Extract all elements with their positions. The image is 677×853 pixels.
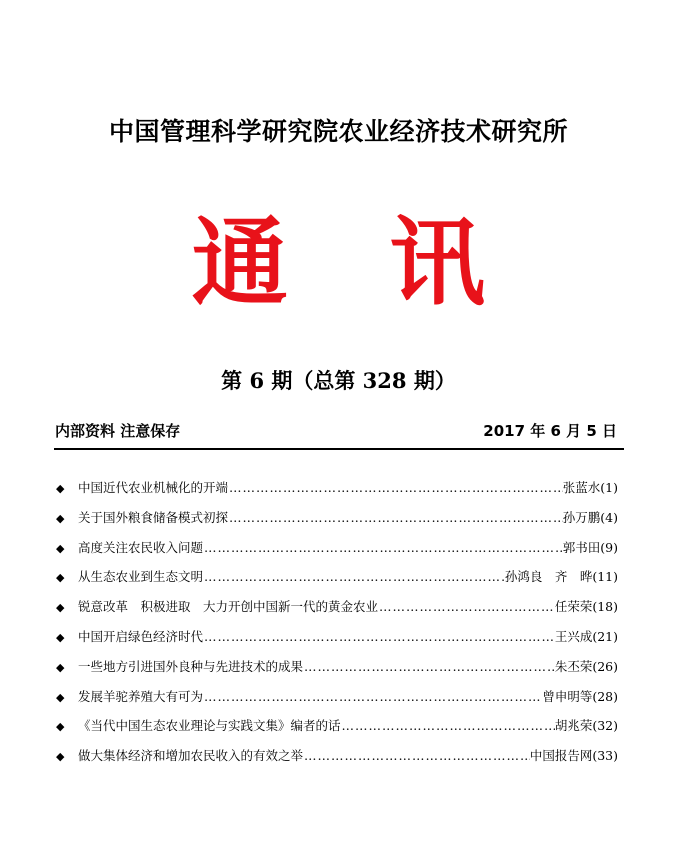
toc-entry-page: (28) bbox=[592, 688, 618, 704]
toc-entry-author: 朱丕荣 bbox=[554, 658, 593, 674]
toc-entry-page: (33) bbox=[592, 748, 618, 764]
toc-entry-author: 胡兆荣 bbox=[554, 718, 593, 734]
toc-entry-page: (32) bbox=[592, 718, 618, 734]
toc-entry-author: 郭书田 bbox=[562, 539, 601, 555]
toc-entry-page: (4) bbox=[600, 509, 618, 525]
masthead-title: 通 讯 bbox=[191, 206, 520, 319]
toc-entry-title: 关于国外粮食储备模式初探 bbox=[78, 509, 229, 525]
toc-entry-author: 任荣荣 bbox=[554, 599, 593, 615]
toc-entry-author: 曾申明等 bbox=[542, 688, 593, 704]
toc-leader-dots bbox=[228, 480, 563, 495]
table-of-contents bbox=[56, 478, 618, 776]
toc-bullet-icon: ◆ bbox=[56, 482, 65, 495]
toc-bullet-icon: ◆ bbox=[56, 630, 65, 644]
toc-entry-title: 锐意改革 积极进取 大力开创中国新一代的黄金农业 bbox=[78, 599, 379, 615]
toc-entry-page: (9) bbox=[600, 539, 618, 555]
toc-entry-page: (11) bbox=[592, 569, 618, 585]
toc-leader-dots bbox=[203, 629, 555, 644]
header-divider bbox=[54, 448, 624, 450]
toc-entry-page: (1) bbox=[600, 480, 618, 495]
toc-entry bbox=[56, 597, 618, 627]
toc-entry-author: 张蓝水 bbox=[562, 480, 601, 495]
issue-number: 第 6 期（总第 328 期） bbox=[221, 368, 456, 393]
toc-entry bbox=[56, 746, 618, 776]
toc-bullet-icon: ◆ bbox=[56, 690, 65, 704]
toc-bullet-icon: ◆ bbox=[56, 750, 65, 764]
toc-entry-author: 孙鸿良 齐 晔 bbox=[504, 569, 593, 585]
toc-entry-title: 《当代中国生态农业理论与实践文集》编者的话 bbox=[78, 718, 341, 734]
toc-leader-dots bbox=[203, 569, 505, 584]
toc-bullet-icon: ◆ bbox=[56, 541, 65, 555]
organization-title: 中国管理科学研究院农业经济技术研究所 bbox=[108, 117, 568, 146]
toc-entry bbox=[56, 478, 618, 508]
toc-entry bbox=[56, 687, 618, 717]
classification-note: 内部资料 注意保存 bbox=[55, 422, 181, 440]
publication-date: 2017 年 6 月 5 日 bbox=[483, 422, 617, 440]
toc-entry bbox=[56, 508, 618, 538]
toc-entry-title: 中国近代农业机械化的开端 bbox=[78, 480, 229, 495]
toc-entry-page: (26) bbox=[592, 658, 618, 674]
toc-entry-title: 高度关注农民收入问题 bbox=[78, 539, 204, 555]
toc-entry-title: 从生态农业到生态文明 bbox=[78, 569, 204, 585]
toc-entry-title: 发展羊驼养殖大有可为 bbox=[78, 688, 204, 704]
toc-bullet-icon: ◆ bbox=[56, 720, 65, 734]
toc-entry bbox=[56, 716, 618, 746]
toc-entry-title: 一些地方引进国外良种与先进技术的成果 bbox=[78, 658, 304, 674]
toc-bullet-icon: ◆ bbox=[56, 660, 65, 674]
toc-entry bbox=[56, 567, 618, 597]
toc-leader-dots bbox=[378, 599, 555, 614]
toc-leader-dots bbox=[303, 659, 555, 674]
toc-entry-page: (21) bbox=[592, 628, 618, 644]
toc-entry-page: (18) bbox=[592, 599, 618, 615]
toc-leader-dots bbox=[303, 748, 530, 763]
toc-bullet-icon: ◆ bbox=[56, 571, 65, 585]
toc-entry bbox=[56, 538, 618, 568]
toc-entry bbox=[56, 657, 618, 687]
toc-entry-author: 孙万鹏 bbox=[562, 509, 601, 525]
toc-leader-dots bbox=[203, 689, 542, 704]
toc-leader-dots bbox=[203, 540, 563, 555]
toc-entry-title: 做大集体经济和增加农民收入的有效之举 bbox=[78, 748, 304, 764]
toc-entry-author: 王兴成 bbox=[554, 628, 593, 644]
toc-entry-author: 中国报告网 bbox=[529, 748, 593, 764]
toc-entry bbox=[56, 627, 618, 657]
toc-leader-dots bbox=[341, 718, 555, 733]
toc-bullet-icon: ◆ bbox=[56, 511, 65, 525]
toc-entry-title: 中国开启绿色经济时代 bbox=[78, 628, 204, 644]
toc-bullet-icon: ◆ bbox=[56, 601, 65, 615]
toc-leader-dots bbox=[228, 510, 563, 525]
